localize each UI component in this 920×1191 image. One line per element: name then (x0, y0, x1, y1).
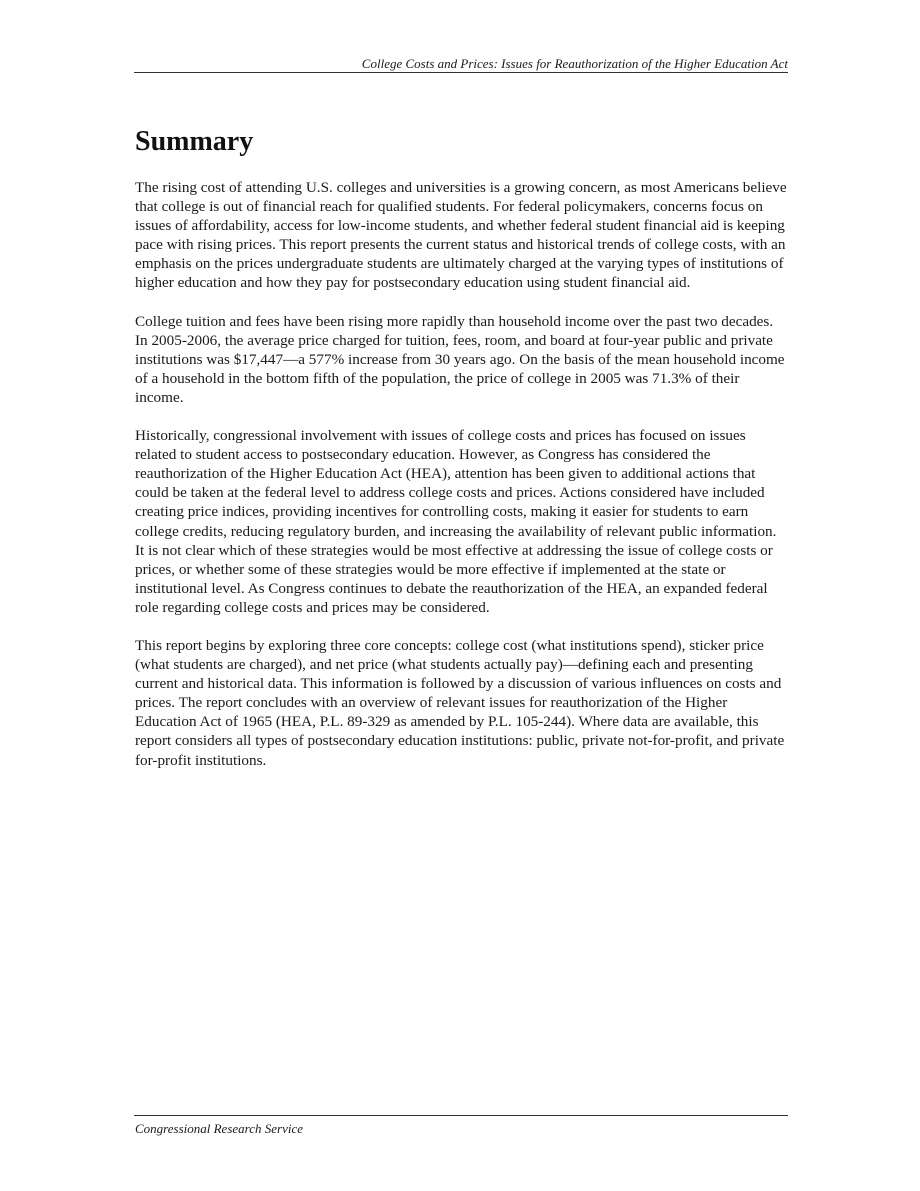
running-footer-organization: Congressional Research Service (135, 1121, 303, 1136)
summary-paragraph-3: Historically, congressional involvement with issues of college costs and prices has focused on issues related to student access to postsecondary education. However, as Congress has considered the reauthorization of the Higher Education Act (HEA), attention has been given to additional actions that could be taken at the federal level to address college costs and prices. Actions considered have included creating price indices, providing incentives for controlling costs, making it easier for students to earn college credits, reducing regulatory burden, and increasing the availability of relevant public information. It is not clear which of these strategies would be most effective at addressing the issue of college costs or prices, or whether some of these strategies would be more effective if implemented at the state or institutional level. As Congress continues to debate the reauthorization of the HEA, an expanded federal role regarding college costs and prices may be considered. (135, 427, 777, 616)
summary-paragraph-4: This report begins by exploring three core concepts: college cost (what institutions spend), sticker price (what students are charged), and net price (what students actually pay)—defining each and presenting current and historical data. This information is followed by a discussion of various influences on costs and prices. The report concludes with an overview of relevant issues for reauthorization of the Higher Education Act of 1965 (HEA, P.L. 89-329 as amended by P.L. 105-244). Where data are available, this report considers all types of postsecondary education institutions: public, private not-for-profit, and private for-profit institutions. (135, 636, 785, 769)
summary-paragraph-2: College tuition and fees have been rising more rapidly than household income over the past two decades. In 2005-2006, the average price charged for tuition, fees, room, and board at four-year public and private institutions was $17,447—a 577% increase from 30 years ago. On the basis of the mean household income of a household in the bottom fifth of the population, the price of college in 2005 was 71.3% of their income. (135, 312, 785, 406)
header-divider (134, 72, 788, 73)
summary-paragraph-1: The rising cost of attending U.S. colleges and universities is a growing concern, as most Americans believe that college is out of financial reach for qualified students. For federal policymakers, concerns focus on issues of affordability, access for low-income students, and whether federal student financial aid is keeping pace with rising prices. This report presents the current status and historical trends of college costs, with an emphasis on the prices undergraduate students are ultimately charged at the varying types of institutions of higher education and how they pay for postsecondary education using student financial aid. (135, 179, 787, 292)
document-body (135, 124, 789, 789)
footer-divider (134, 1115, 788, 1116)
section-heading: Summary (135, 126, 254, 157)
running-header-title: College Costs and Prices: Issues for Reauthorization of the Higher Education Act (361, 56, 788, 71)
